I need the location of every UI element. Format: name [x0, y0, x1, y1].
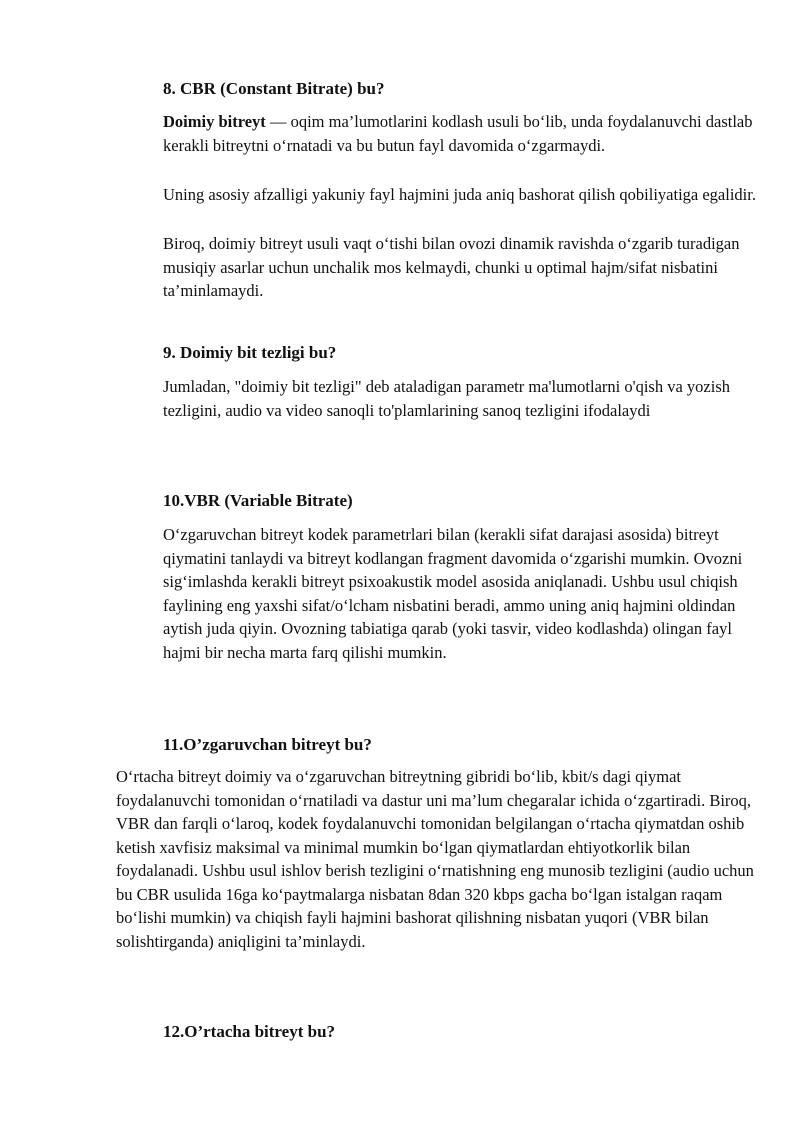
section-11-heading: 11.O’zgaruvchan bitreyt bu? — [163, 735, 372, 754]
term-bold: Doimiy bitreyt — [163, 112, 266, 131]
section-8-paragraph-1 — [163, 110, 763, 157]
section-12-heading: 12.O’rtacha bitreyt bu? — [163, 1022, 336, 1041]
section-8-paragraph-2: Uning asosiy afzalligi yakuniy fayl hajmini juda aniq bashorat qilish qobiliyatiga egalidir. — [163, 185, 756, 204]
term-definition: — oqim ma’lumotlarini kodlash usuli bo‘lib, unda foydalanuvchi dastlab kerakli bitreytni o‘rnatadi va bu butun fayl davomida o‘zgarmaydi. — [163, 112, 753, 155]
section-9-heading: 9. Doimiy bit tezligi bu? — [163, 343, 337, 362]
section-10-paragraph-1: O‘zgaruvchan bitreyt kodek parametrlari bilan (kerakli sifat darajasi asosida) bitreyt qiymatini tanlaydi va bitreyt kodlangan fragment davomida o‘zgarishi mumkin. Ovozni sig‘imlashda kerakli bitreyt psixoakustik model asosida aniqlanadi. Ushbu usul chiqish faylining eng yaxshi sifat/o‘lcham nisbatini beradi, ammo uning aniq hajmini oldindan aytish juda qiyin. Ovozning tabiatiga qarab (yoki tasvir, video kodlashda) olingan fayl hajmi bir necha marta farq qilishi mumkin. — [163, 525, 743, 662]
section-8-heading: 8. CBR (Constant Bitrate) bu? — [163, 79, 385, 98]
section-11-paragraph-1: O‘rtacha bitreyt doimiy va o‘zgaruvchan bitreytning gibridi bo‘lib, kbit/s dagi qiymat foydalanuvchi tomonidan o‘rnatiladi va dastur uni ma’lum chegaralar ichida o‘zgartiradi. Biroq, VBR dan farqli o‘laroq, kodek foydalanuvchi tomonidan belgilangan o‘rtacha qiymatdan oshib ketish xavfisiz maksimal va minimal mumkin bo‘lgan qiymatlardan ehtiyotkorlik bilan foydalanadi. Ushbu usul ishlov berish tezligini o‘rnatishning eng munosib tezligini (audio uchun bu CBR usulida 16ga ko‘paytmalarga nisbatan 8dan 320 kbps gacha bo‘lgan istalgan raqam bo‘lishi mumkin) va chiqish fayli hajmini bashorat qilishning nisbatan yuqori (VBR bilan solishtirganda) aniqligini ta’minlaydi. — [116, 767, 754, 951]
section-10-heading: 10.VBR (Variable Bitrate) — [163, 491, 353, 510]
section-9-paragraph-1: Jumladan, "doimiy bit tezligi" deb ataladigan parametr ma'lumotlarni o'qish va yozish tezligini, audio va video sanoqli to'plamlarining sanoq tezligini ifodalaydi — [163, 377, 730, 420]
section-8-paragraph-3: Biroq, doimiy bitreyt usuli vaqt o‘tishi bilan ovozi dinamik ravishda o‘zgarib turadigan musiqiy asarlar uchun unchalik mos kelmaydi, chunki u optimal hajm/sifat nisbatini ta’minlamaydi. — [163, 234, 740, 300]
